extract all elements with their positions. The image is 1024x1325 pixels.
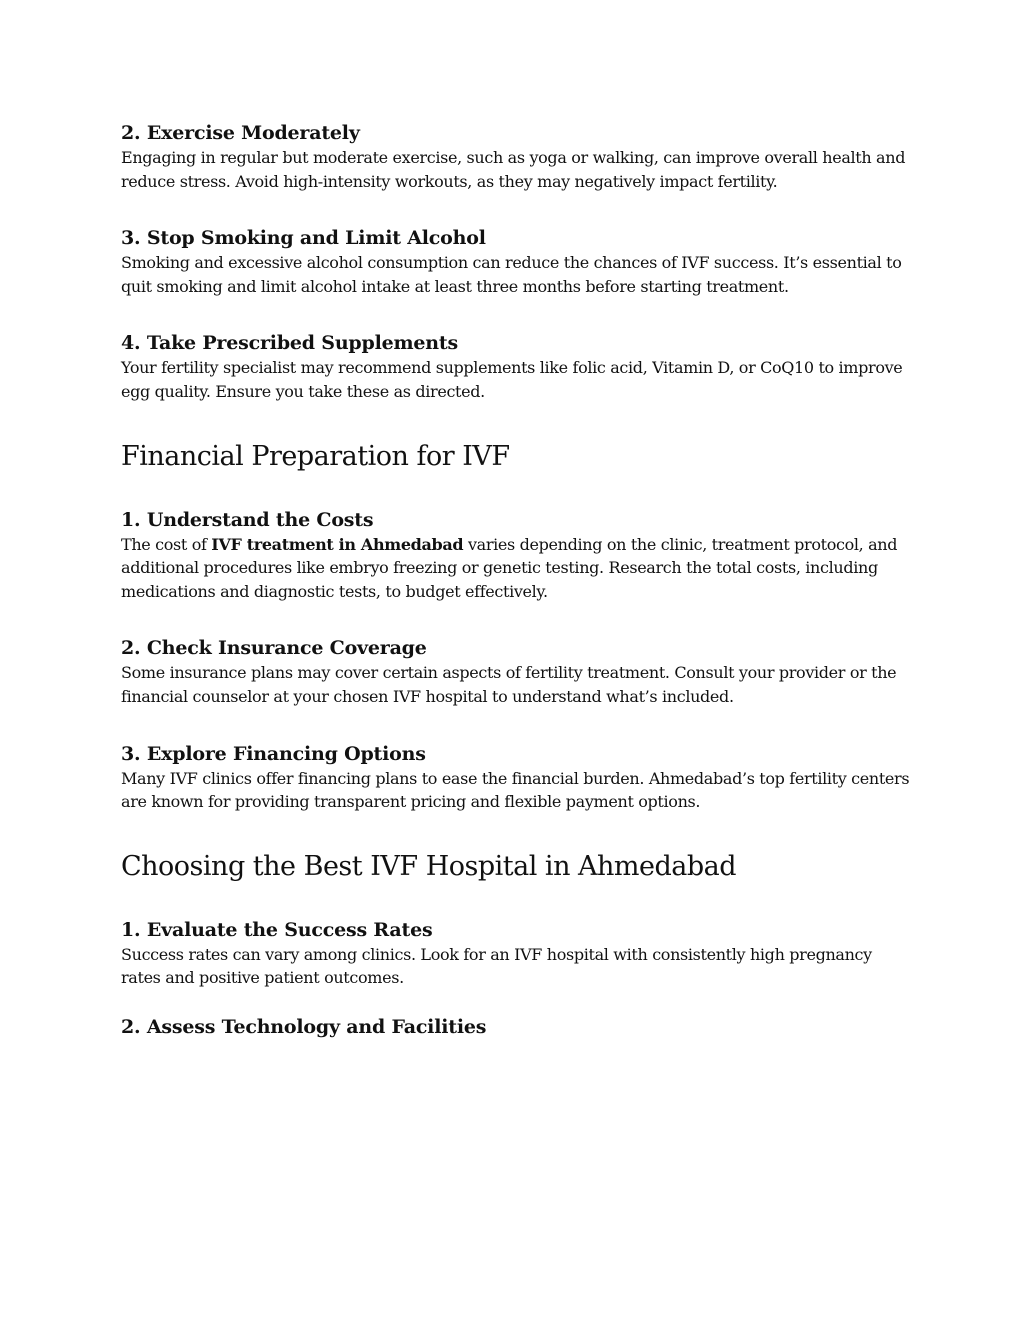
costs-title: 1. Understand the Costs [121,508,374,531]
financing-body: Many IVF clinics offer financing plans to ease the financial burden. Ahmedabad’s top fertility centers are known for providing transparent pricing and flexible payment options. [121,768,910,812]
exercise-body: Engaging in regular but moderate exercise, such as yoga or walking, can improve overall health and reduce stress. Avoid high-intensity workouts, as they may negatively impact fertility. [121,148,906,191]
technology-title: 2. Assess Technology and Facilities [121,1015,487,1038]
spacer [121,193,911,225]
spacer [121,404,911,440]
spacer [121,298,911,330]
smoking-body: Smoking and excessive alcohol consumption can reduce the chances of IVF success. It’s essential to quit smoking and limit alcohol intake at least three months before starting treatment. [121,253,902,296]
spacer [121,814,911,850]
choosing-heading: Choosing the Best IVF Hospital in Ahmedabad [121,850,737,882]
financial-heading: Financial Preparation for IVF [121,440,510,472]
success-body: Success rates can vary among clinics. Look for an IVF hospital with consistently high pregnancy rates and positive patient outcomes. [121,944,872,988]
supplements-section [121,330,911,403]
costs-body [121,533,911,604]
costs-body-after: varies depending on the clinic, treatment protocol, and additional procedures like embryo freezing or genetic testing. Research the total costs, including medications and diagnostic tests, to budget effectively. [121,534,898,601]
spacer [121,709,911,741]
spacer [121,884,911,917]
success-title: 1. Evaluate the Success Rates [121,918,433,941]
exercise-section [121,120,911,193]
spacer [121,474,911,507]
spacer [121,603,911,635]
smoking-title: 3. Stop Smoking and Limit Alcohol [121,227,486,250]
financing-section [121,741,911,814]
costs-section [121,507,911,604]
spacer [121,990,911,1014]
success-section [121,917,911,990]
costs-body-before: The cost of [121,534,212,554]
financing-title: 3. Explore Financing Options [121,742,426,765]
exercise-title: 2. Exercise Moderately [121,122,360,144]
insurance-title: 2. Check Insurance Coverage [121,637,427,660]
ivf-treatment-ahmedabad-bold: IVF treatment in Ahmedabad [211,534,464,554]
technology-section [121,1014,911,1040]
insurance-body: Some insurance plans may cover certain aspects of fertility treatment. Consult your provider or the financial counselor at your chosen IVF hospital to understand what’s included. [121,663,897,706]
document-page [121,120,911,1040]
insurance-section [121,635,911,708]
supplements-body: Your fertility specialist may recommend supplements like folic acid, Vitamin D, or CoQ10 to improve egg quality. Ensure you take these as directed. [121,358,903,401]
smoking-section [121,225,911,298]
supplements-title: 4. Take Prescribed Supplements [121,332,458,355]
